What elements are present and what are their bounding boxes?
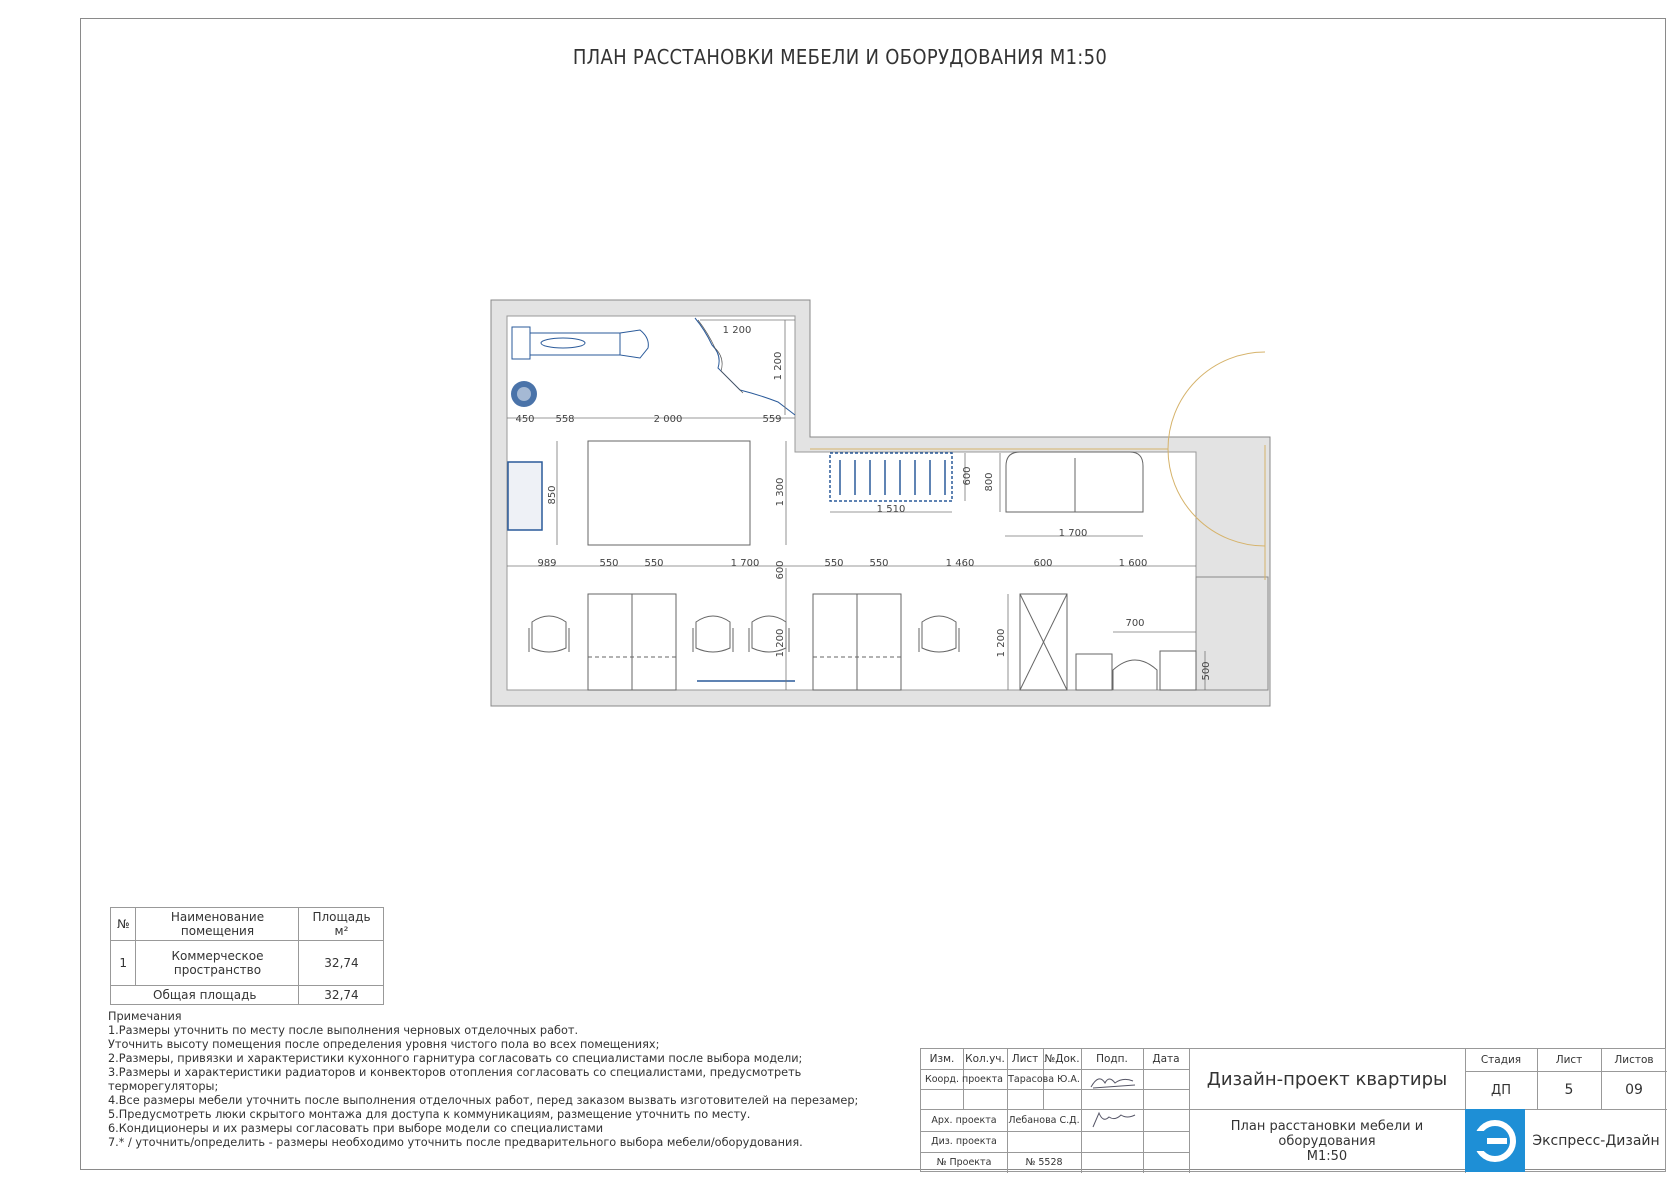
dim-text: 600 — [1033, 558, 1053, 569]
note-line: терморегуляторы; — [108, 1080, 219, 1093]
note-line: 3.Размеры и характеристики радиаторов и конвекторов отопления согласовать со специалистами, предусмотреть — [108, 1066, 802, 1079]
table-total-row — [111, 986, 384, 1005]
stamp-col-podp: Подп. — [1096, 1053, 1128, 1065]
dim-text: 559 — [762, 414, 782, 425]
table-row — [111, 941, 384, 986]
dim-text: 450 — [515, 414, 535, 425]
stamp-lists-label: Листов — [1614, 1054, 1654, 1066]
table-header-row — [111, 908, 384, 941]
title-block — [920, 1048, 1666, 1172]
dim-text: 1 700 — [1058, 528, 1088, 539]
logo-icon — [1473, 1119, 1517, 1163]
note-line: 7.* / уточнить/определить - размеры необходимо уточнить после предварительного выбора мебели/оборудования. — [108, 1136, 803, 1149]
col-num: № — [111, 908, 136, 941]
dim-text: 550 — [644, 558, 664, 569]
side-cabinet — [508, 462, 542, 530]
note-line: Уточнить высоту помещения после определения уровня чистого пола во всех помещениях; — [108, 1038, 660, 1051]
stamp-stage-label: Стадия — [1480, 1054, 1522, 1066]
stamp-list-label: Лист — [1555, 1054, 1583, 1066]
dim-text: 1 300 — [775, 477, 786, 507]
notes-block — [108, 1010, 868, 1150]
cell-name-line2: пространство — [173, 963, 262, 977]
stamp-stage-value: ДП — [1491, 1082, 1511, 1098]
dim-text: 1 700 — [730, 558, 760, 569]
dim-text: 1 200 — [722, 325, 752, 336]
dim-text: 600 — [962, 466, 973, 486]
dim-text: 1 460 — [945, 558, 975, 569]
stamp-col-data: Дата — [1152, 1053, 1180, 1065]
stamp-company: Экспресс-Дизайн — [1532, 1133, 1660, 1149]
dim-text: 800 — [984, 472, 995, 492]
dim-text: 1 600 — [1118, 558, 1148, 569]
dim-text: 989 — [537, 558, 557, 569]
drawing-title: ПЛАН РАССТАНОВКИ МЕБЕЛИ И ОБОРУДОВАНИЯ М1:50 — [572, 45, 1108, 69]
total-value: 32,74 — [299, 986, 384, 1005]
dim-text: 558 — [555, 414, 575, 425]
notes-heading: Примечания — [108, 1010, 182, 1023]
note-line: 1.Размеры уточнить по месту после выполнения черновых отделочных работ. — [108, 1024, 579, 1037]
cell-area: 32,74 — [299, 941, 384, 986]
dim-text: 1 200 — [775, 628, 786, 658]
dim-text: 500 — [1201, 661, 1212, 681]
note-line: 2.Размеры, привязки и характеристики кухонного гарнитура согласовать со специалистами после выбора модели; — [108, 1052, 803, 1065]
signature-2 — [1089, 1109, 1139, 1131]
dim-text: 550 — [599, 558, 619, 569]
col-area: Площадь м² — [299, 908, 384, 941]
stamp-col-koluch: Кол.уч. — [965, 1053, 1005, 1065]
dim-text: 700 — [1125, 618, 1145, 629]
note-line: 6.Кондиционеры и их размеры согласовать при выборе модели со специалистами — [108, 1122, 604, 1135]
company-logo — [1465, 1109, 1525, 1172]
stamp-coord-name: Тарасова Ю.А. — [1008, 1073, 1080, 1085]
total-label: Общая площадь — [111, 986, 299, 1005]
stamp-col-ndok: №Док. — [1044, 1053, 1080, 1065]
room-area-table — [110, 907, 384, 1005]
stamp-project-title: Дизайн-проект квартиры — [1206, 1068, 1448, 1090]
stamp-sheet-title-line2: М1:50 — [1306, 1148, 1348, 1164]
dim-text: 1 200 — [996, 628, 1007, 658]
stamp-arch-name: Лебанова С.Д. — [1008, 1114, 1080, 1126]
stamp-arch-label: Арх. проекта — [931, 1114, 997, 1126]
cell-num: 1 — [111, 941, 136, 986]
stamp-col-list: Лист — [1011, 1053, 1039, 1065]
cell-name — [136, 941, 299, 986]
note-line: 5.Предусмотреть люки скрытого монтажа для доступа к коммуникациям, размещение уточнить по месту. — [108, 1108, 751, 1121]
note-line: 4.Все размеры мебели уточнить после выполнения отделочных работ, перед заказом вызвать изготовителей на перезамер; — [108, 1094, 859, 1107]
stamp-coord-label: Коорд. проекта — [925, 1073, 1003, 1085]
stamp-list-value: 5 — [1564, 1082, 1574, 1098]
stamp-num-label: № Проекта — [936, 1157, 992, 1168]
inner-floor — [507, 316, 1268, 690]
cell-name-line1: Коммерческое — [171, 949, 264, 963]
dim-text: 1 510 — [876, 504, 906, 515]
door-swing — [1168, 352, 1265, 449]
dim-text: 850 — [547, 485, 558, 505]
stamp-lists-value: 09 — [1625, 1082, 1643, 1098]
dim-text: 1 200 — [773, 351, 784, 381]
dim-text: 2 000 — [653, 414, 683, 425]
col-name: Наименование помещения — [136, 908, 299, 941]
stamp-num-value: № 5528 — [1025, 1157, 1063, 1168]
stamp-diz-label: Диз. проекта — [931, 1136, 997, 1147]
stamp-col-izm: Изм. — [929, 1053, 955, 1065]
stamp-sheet-title-line1: План расстановки мебели и оборудования — [1230, 1118, 1424, 1149]
dim-text: 600 — [775, 560, 786, 580]
stamp-sheet-title — [1189, 1109, 1465, 1173]
signature-1 — [1089, 1071, 1139, 1091]
dim-text: 550 — [824, 558, 844, 569]
dim-text: 550 — [869, 558, 889, 569]
